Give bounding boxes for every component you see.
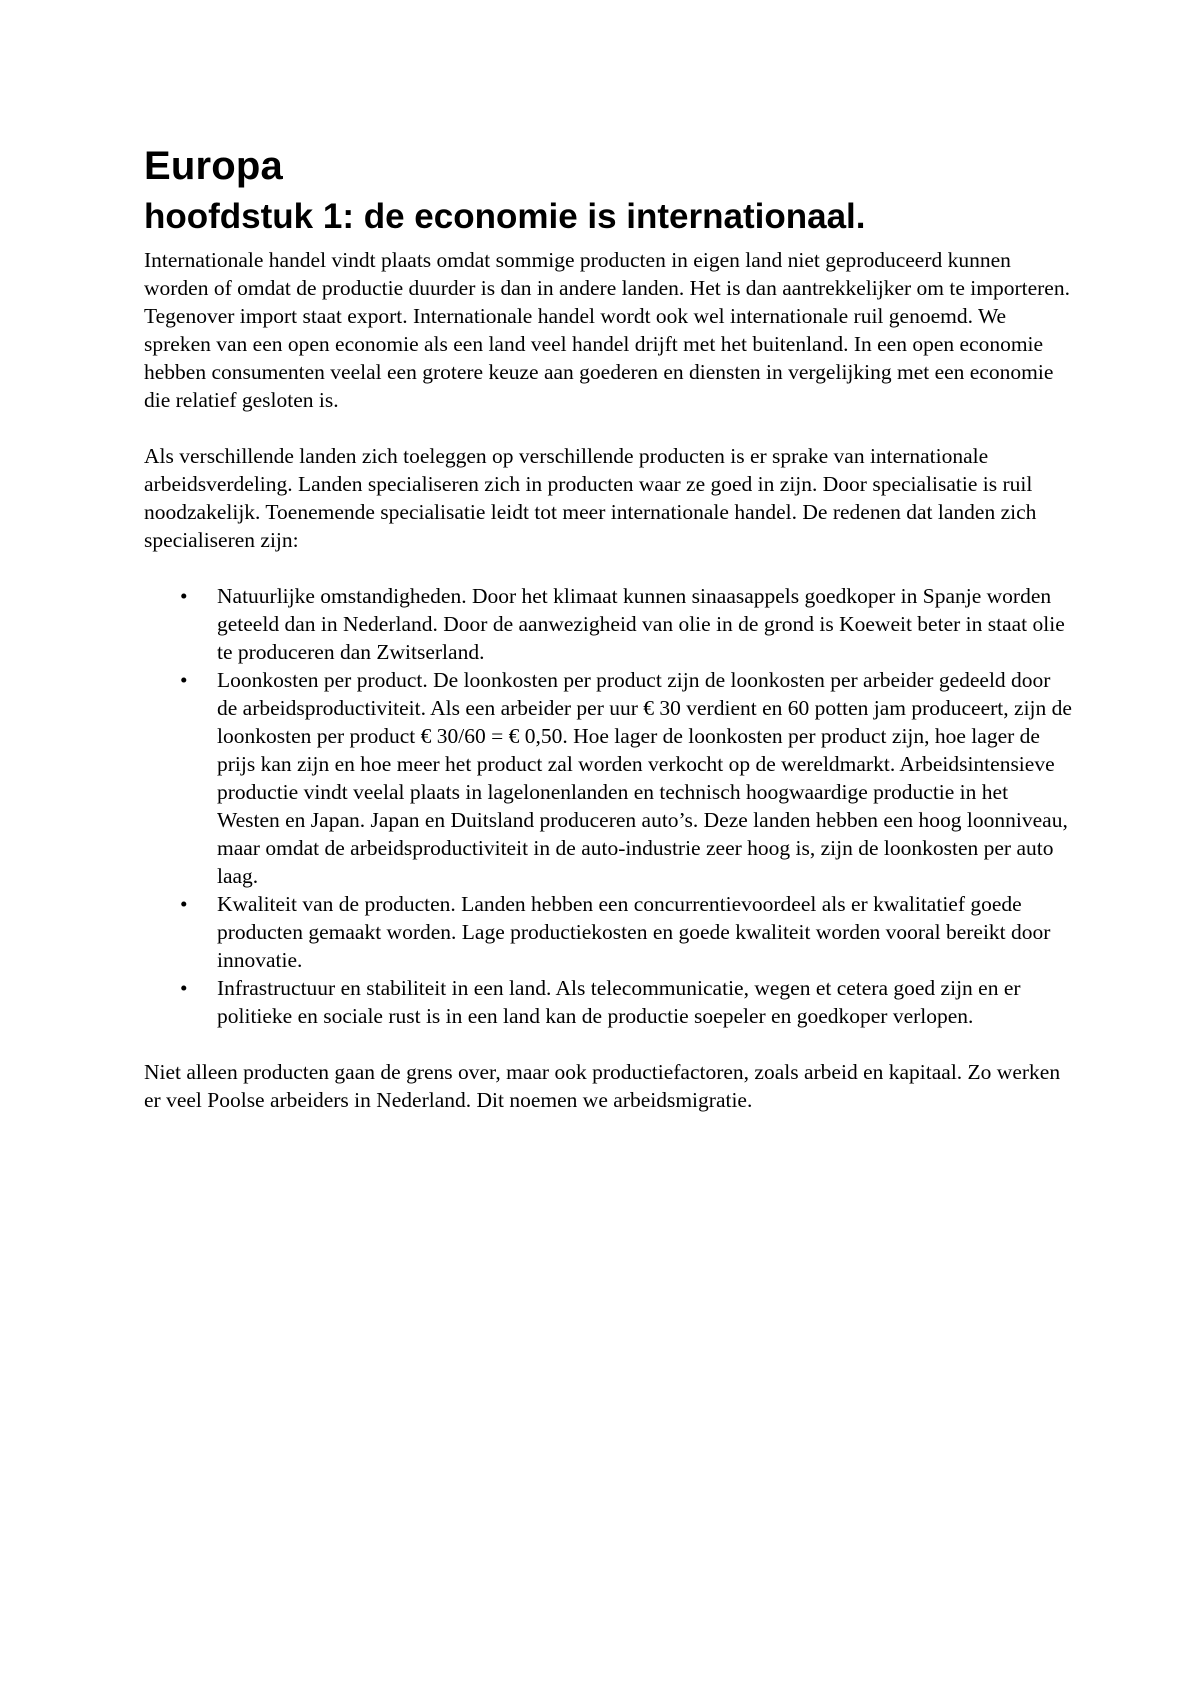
list-item-text: Kwaliteit van de producten. Landen hebben een concurrentievoordeel als er kwalitatief goede producten gemaakt worden. Lage productiekosten en goede kwaliteit worden vooral bereikt door innovatie. xyxy=(217,892,1051,972)
paragraph-spacer xyxy=(144,1030,1074,1058)
paragraph-spacer xyxy=(144,414,1074,442)
reasons-list xyxy=(144,582,1074,1030)
intro-paragraph: Internationale handel vindt plaats omdat sommige producten in eigen land niet geproduceerd kunnen worden of omdat de productie duurder is dan in andere landen. Het is dan aantrekkelijker om te importeren. Tegenover import staat export. Internationale handel wordt ook wel internationale ruil genoemd. We spreken van een open economie als een land veel handel drijft met het buitenland. In een open economie hebben consumenten veelal een grotere keuze aan goederen en diensten in vergelijking met een economie die relatief gesloten is. xyxy=(144,248,1070,412)
list-item xyxy=(144,582,1074,666)
specialisation-paragraph: Als verschillende landen zich toeleggen op verschillende producten is er sprake van internationale arbeidsverdeling. Landen specialiseren zich in producten waar ze goed in zijn. Door specialisatie is ruil noodzakelijk. Toenemende specialisatie leidt tot meer internationale handel. De redenen dat landen zich specialiseren zijn: xyxy=(144,444,1037,552)
list-item xyxy=(144,974,1074,1030)
document-title: Europa xyxy=(144,144,283,188)
list-item-text: Loonkosten per product. De loonkosten per product zijn de loonkosten per arbeider gedeeld door de arbeidsproductiviteit. Als een arbeider per uur € 30 verdient en 60 potten jam produceert, zijn de loonkosten per product € 30/60 = € 0,50. Hoe lager de loonkosten per product zijn, hoe lager de prijs kan zijn en hoe meer het product zal worden verkocht op de wereldmarkt. Arbeidsintensieve productie vindt veelal plaats in lagelonenlanden en technisch hoogwaardige productie in het Westen en Japan. Japan en Duitsland produceren auto’s. Deze landen hebben een hoog loonniveau, maar omdat de arbeidsproductiviteit in de auto-industrie zeer hoog is, zijn de loonkosten per auto laag. xyxy=(217,668,1072,888)
list-item-text: Infrastructuur en stabiliteit in een land. Als telecommunicatie, wegen et cetera goed zijn en er politieke en sociale rust is in een land kan de productie soepeler en goedkoper verlopen. xyxy=(217,976,1021,1028)
list-item xyxy=(144,666,1074,890)
bullet-icon: • xyxy=(180,668,188,692)
bullet-icon: • xyxy=(180,976,188,1000)
document-body xyxy=(144,142,1074,1114)
list-item xyxy=(144,890,1074,974)
closing-paragraph: Niet alleen producten gaan de grens over, maar ook productiefactoren, zoals arbeid en kapitaal. Zo werken er veel Poolse arbeiders in Nederland. Dit noemen we arbeidsmigratie. xyxy=(144,1060,1061,1112)
list-item-text: Natuurlijke omstandigheden. Door het klimaat kunnen sinaasappels goedkoper in Spanje worden geteeld dan in Nederland. Door de aanwezigheid van olie in de grond is Koeweit beter in staat olie te produceren dan Zwitserland. xyxy=(217,584,1065,664)
paragraph-spacer xyxy=(144,554,1074,582)
chapter-title: hoofdstuk 1: de economie is internationaal. xyxy=(144,197,866,236)
bullet-icon: • xyxy=(180,892,188,916)
bullet-icon: • xyxy=(180,584,188,608)
